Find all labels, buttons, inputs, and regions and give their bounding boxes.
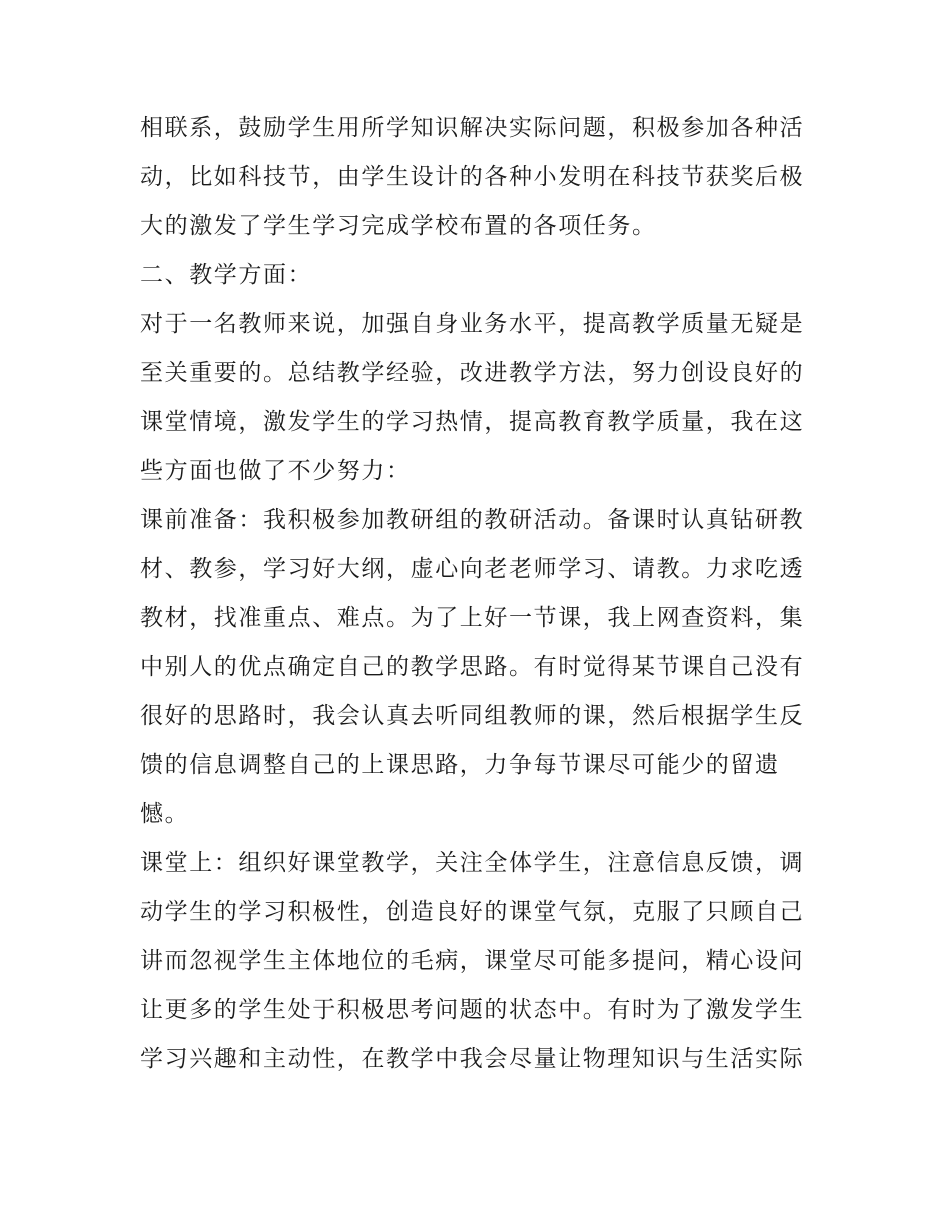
text-line: 很好的思路时，我会认真去听同组教师的课，然后根据学生反: [140, 703, 805, 729]
text-line: 憾。: [140, 801, 190, 827]
text-line: 相联系，鼓励学生用所学知识解决实际问题，积极参加各种活: [140, 115, 805, 141]
text-line: 些方面也做了不少努力：: [140, 458, 411, 484]
text-line: 大的激发了学生学习完成学校布置的各项任务。: [140, 213, 657, 239]
text-line: 馈的信息调整自己的上课思路，力争每节课尽可能少的留遗: [140, 752, 780, 778]
text-line: 动，比如科技节，由学生设计的各种小发明在科技节获奖后极: [140, 164, 805, 190]
text-line: 课前准备：我积极参加教研组的教研活动。备课时认真钻研教: [140, 507, 805, 533]
text-line: 中别人的优点确定自己的教学思路。有时觉得某节课自己没有: [140, 654, 805, 680]
text-line: 材、教参，学习好大纲，虚心向老老师学习、请教。力求吃透: [140, 556, 805, 582]
text-line: 对于一名教师来说，加强自身业务水平，提高教学质量无疑是: [140, 311, 805, 337]
text-line: 让更多的学生处于积极思考问题的状态中。有时为了激发学生: [140, 997, 805, 1023]
text-line: 课堂上：组织好课堂教学，关注全体学生，注意信息反馈，调: [140, 850, 805, 876]
text-line: 学习兴趣和主动性，在教学中我会尽量让物理知识与生活实际: [140, 1046, 805, 1072]
text-line: 讲而忽视学生主体地位的毛病，课堂尽可能多提问，精心设问: [140, 948, 805, 974]
text-line: 教材，找准重点、难点。为了上好一节课，我上网查资料，集: [140, 605, 805, 631]
text-line: 课堂情境，激发学生的学习热情，提高教育教学质量，我在这: [140, 409, 805, 435]
text-line: 动学生的学习积极性，创造良好的课堂气氛，克服了只顾自己: [140, 899, 805, 925]
document-body: [140, 104, 820, 1084]
section-heading: 二、教学方面：: [140, 262, 313, 288]
text-line: 至关重要的。总结教学经验，改进教学方法，努力创设良好的: [140, 360, 805, 386]
